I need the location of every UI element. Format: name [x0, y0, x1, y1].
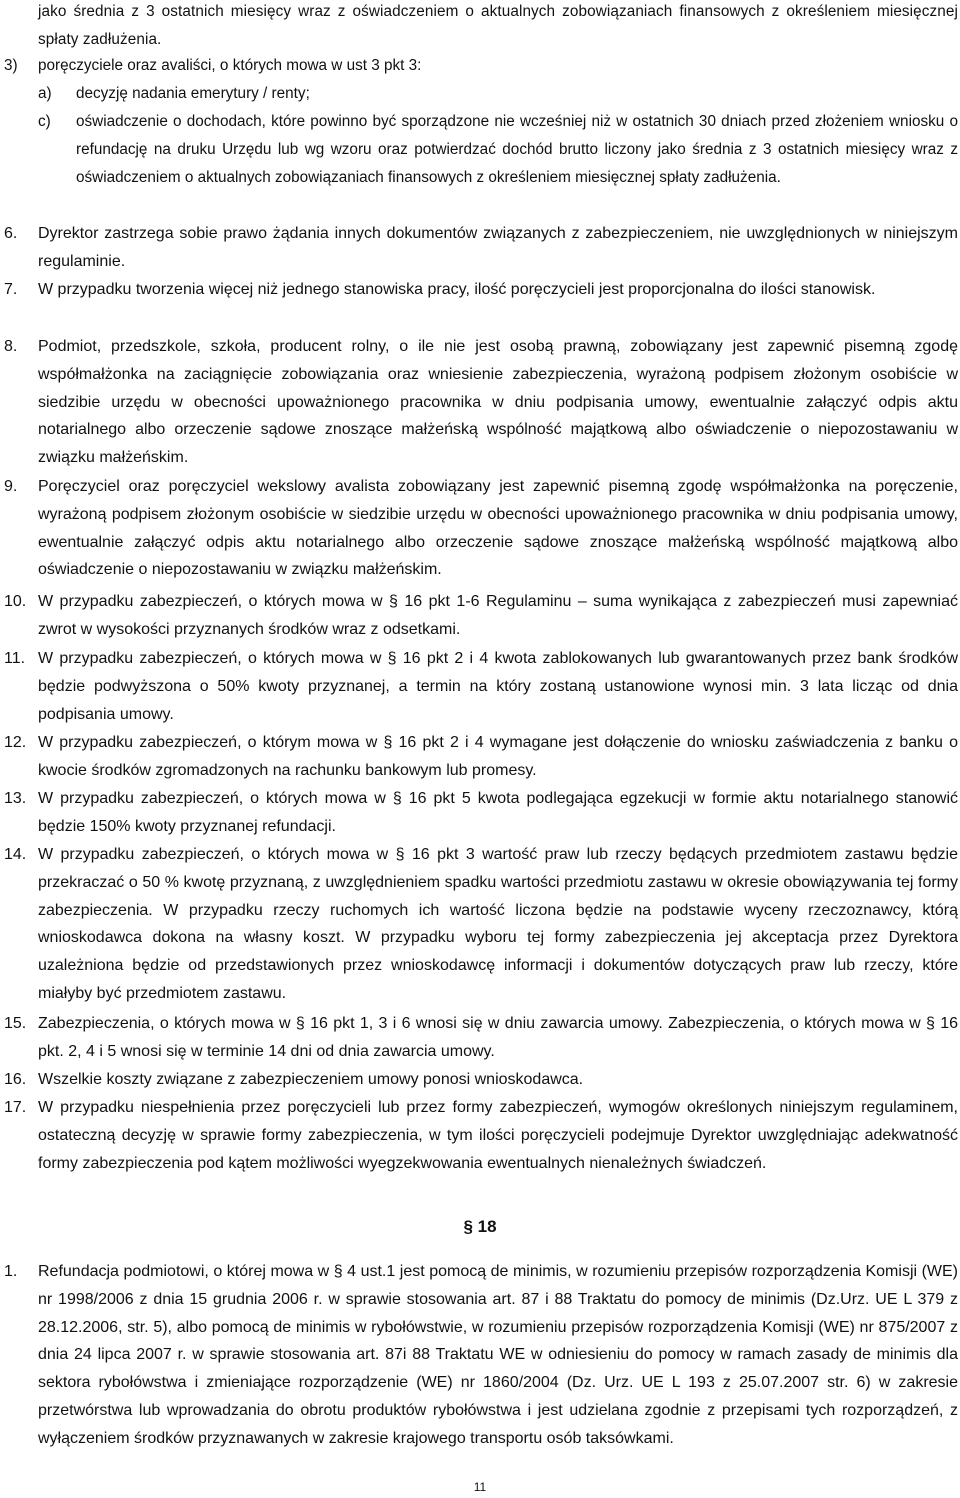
list-item: [0, 333, 958, 472]
list-item-text: W przypadku zabezpieczeń, o których mowa w § 16 pkt 3 wartość praw lub rzeczy będących przedmiotem zastawu będzie przekraczać o 50 % kwotę przyznaną, z uwzględnieniem spadku wartości przedmiotu zastawu w okresie obowiązywania tej formy zabezpieczenia. W przypadku rzeczy ruchomych ich wartość liczona będzie na podstawie wyceny rzeczoznawcy, którą wnioskodawca dokona na własny koszt. W przypadku wyboru tej formy zabezpieczenia jej akceptacja przez Dyrektora uzależniona będzie od przedstawionych przez wnioskodawcę informacji i dokumentów dotyczących praw lub rzeczy, które miałyby być przedmiotem zastawu.: [38, 846, 958, 1002]
point-3a: [38, 80, 958, 108]
list-item-text: Dyrektor zastrzega sobie prawo żądania innych dokumentów związanych z zabezpieczeniem, nie uwzględnionych w niniejszym regulaminie.: [38, 225, 958, 270]
list-item-text: Poręczyciel oraz poręczyciel wekslowy avalista zobowiązany jest zapewnić pisemną zgodę współmałżonka na poręczenie, wyrażoną podpisem złożonym osobiście w siedzibie urzędu w obecności upoważnionego pracownika w dniu podpisania umowy, ewentualnie załączyć odpis aktu notarialnego albo orzeczenie sądowe znoszące małżeńską wspólność majątkową albo oświadczenie o niepozostawaniu w związku małżeńskim.: [38, 478, 958, 579]
point-3a-label: a): [38, 85, 52, 102]
point-3-number: 3): [4, 57, 18, 74]
point-3: [0, 52, 958, 80]
list-item-number: 8.: [4, 338, 18, 355]
list-item-text: Refundacja podmiotowi, o której mowa w § 4 ust.1 jest pomocą de minimis, w rozumieniu przepisów rozporządzenia Komisji (WE) nr 1998/2006 z dnia 15 grudnia 2006 r. w sprawie stosowania art. 87 i 88 Traktatu do pomocy de minimis (Dz.Urz. UE L 379 z 28.12.2006, str. 5), albo pomocą de minimis w rybołówstwie, w rozumieniu przepisów rozporządzenia Komisji (WE) nr 875/2007 z dnia 24 lipca 2007 r. w sprawie stosowania art. 87i 88 Traktatu WE w odniesieniu do pomocy w ramach zasady de minimis dla sektora rybołówstwa i zmieniające rozporządzenie (WE) nr 1860/2004 (Dz. Urz. UE L 193 z 25.07.2007 str. 6) w zakresie przetwórstwa lub wprowadzania do obrotu produktów rybołówstwa i jest udzielana zgodnie z przepisami tych rozporządzeń, z wyłączeniem środków przyznawanych w zakresie krajowego transportu osób taksówkami.: [38, 1263, 958, 1447]
point-3-text: poręczyciele oraz avaliści, o których mowa w ust 3 pkt 3:: [38, 57, 422, 74]
intro-continuation: jako średnia z 3 ostatnich miesięcy wraz z oświadczeniem o aktualnych zobowiązaniach finansowych z określeniem miesięcznej spłaty zadłużenia.: [38, 3, 958, 48]
section-heading: § 18: [463, 1217, 497, 1236]
list-item-text: W przypadku zabezpieczeń, o których mowa w § 16 pkt 1-6 Regulaminu – suma wynikająca z zabezpieczeń musi zapewniać zwrot w wysokości przyznanych środków wraz z odsetkami.: [38, 593, 958, 638]
list-item-number: 10.: [4, 593, 27, 610]
list-item: [0, 1010, 958, 1066]
list-item-number: 6.: [4, 225, 18, 242]
list-item: [0, 220, 958, 276]
list-item-text: W przypadku zabezpieczeń, o których mowa w § 16 pkt 2 i 4 kwota zablokowanych lub gwarantowanych przez bank środków będzie podwyższona o 50% kwoty przyznanej, a termin na który zostaną ustanowione wynosi min. 3 lata licząc od dnia podpisania umowy.: [38, 650, 958, 723]
point-3c: [38, 108, 958, 191]
list-item: [0, 588, 958, 644]
list-item: [0, 276, 958, 304]
list-item-text: W przypadku tworzenia więcej niż jednego stanowiska pracy, ilość poręczycieli jest proporcjonalna do ilości stanowisk.: [38, 281, 876, 298]
list-item-number: 9.: [4, 478, 18, 495]
list-item: [0, 473, 958, 584]
list-item-number: 16.: [4, 1071, 27, 1088]
list-item: [0, 645, 958, 728]
list-item-text: Podmiot, przedszkole, szkoła, producent rolny, o ile nie jest osobą prawną, zobowiązany jest zapewnić pisemną zgodę współmałżonka na zaciągnięcie zobowiązania oraz wniesienie zabezpieczenia, wyrażoną podpisem złożonym osobiście w siedzibie urzędu w obecności upoważnionego pracownika w dniu podpisania umowy, ewentualnie załączyć odpis aktu notarialnego albo orzeczenie sądowe znoszące małżeńską wspólność majątkową albo oświadczenie o niepozostawaniu w związku małżeńskim.: [38, 338, 958, 467]
list-item-text: Wszelkie koszty związane z zabezpieczeniem umowy ponosi wnioskodawca.: [38, 1071, 584, 1088]
list-item: [0, 785, 958, 841]
list-item-text: W przypadku niespełnienia przez poręczycieli lub przez formy zabezpieczeń, wymogów określonych niniejszym regulaminem, ostateczną decyzję w sprawie formy zabezpieczenia, w tym ilości poręczycieli podejmuje Dyrektor uwzględniając adekwatność formy zabezpieczenia pod kątem możliwości wyegzekwowania ewentualnych nienależnych świadczeń.: [38, 1099, 958, 1172]
list-item: [0, 841, 958, 1008]
list-item-number: 7.: [4, 281, 18, 298]
list-item: [0, 1094, 958, 1177]
list-item-number: 13.: [4, 790, 27, 807]
list-item-number: 17.: [4, 1099, 27, 1116]
list-item: [0, 1258, 958, 1453]
list-item-number: 15.: [4, 1015, 27, 1032]
list-item-text: W przypadku zabezpieczeń, o których mowa w § 16 pkt 5 kwota podlegająca egzekucji w formie aktu notarialnego stanowić będzie 150% kwoty przyznanej refundacji.: [38, 790, 958, 835]
list-item-number: 11.: [4, 650, 26, 667]
list-item-text: Zabezpieczenia, o których mowa w § 16 pkt 1, 3 i 6 wnosi się w dniu zawarcia umowy. Zabezpieczenia, o których mowa w § 16 pkt. 2, 4 i 5 wnosi się w terminie 14 dni od dnia zawarcia umowy.: [38, 1015, 958, 1060]
point-3c-label: c): [38, 113, 51, 130]
list-item-text: W przypadku zabezpieczeń, o którym mowa w § 16 pkt 2 i 4 wymagane jest dołączenie do wniosku zaświadczenia z banku o kwocie środków zgromadzonych na rachunku bankowym lub promesy.: [38, 734, 958, 779]
point-3a-text: decyzję nadania emerytury / renty;: [76, 85, 310, 102]
list-item: [0, 729, 958, 785]
point-3c-text: oświadczenie o dochodach, które powinno być sporządzone nie wcześniej niż w ostatnich 30 dniach przed złożeniem wniosku o refundację na druku Urzędu lub wg wzoru oraz potwierdzać dochód brutto liczony jako średnia z 3 ostatnich miesięcy wraz z oświadczeniem o aktualnych zobowiązaniach finansowych z określeniem miesięcznej spłaty zadłużenia.: [76, 113, 958, 186]
list-item: [0, 1066, 958, 1094]
list-item-number: 12.: [4, 734, 27, 751]
list-item-number: 14.: [4, 846, 27, 863]
list-item-number: 1.: [4, 1263, 18, 1280]
page-number: 11: [473, 1480, 487, 1494]
